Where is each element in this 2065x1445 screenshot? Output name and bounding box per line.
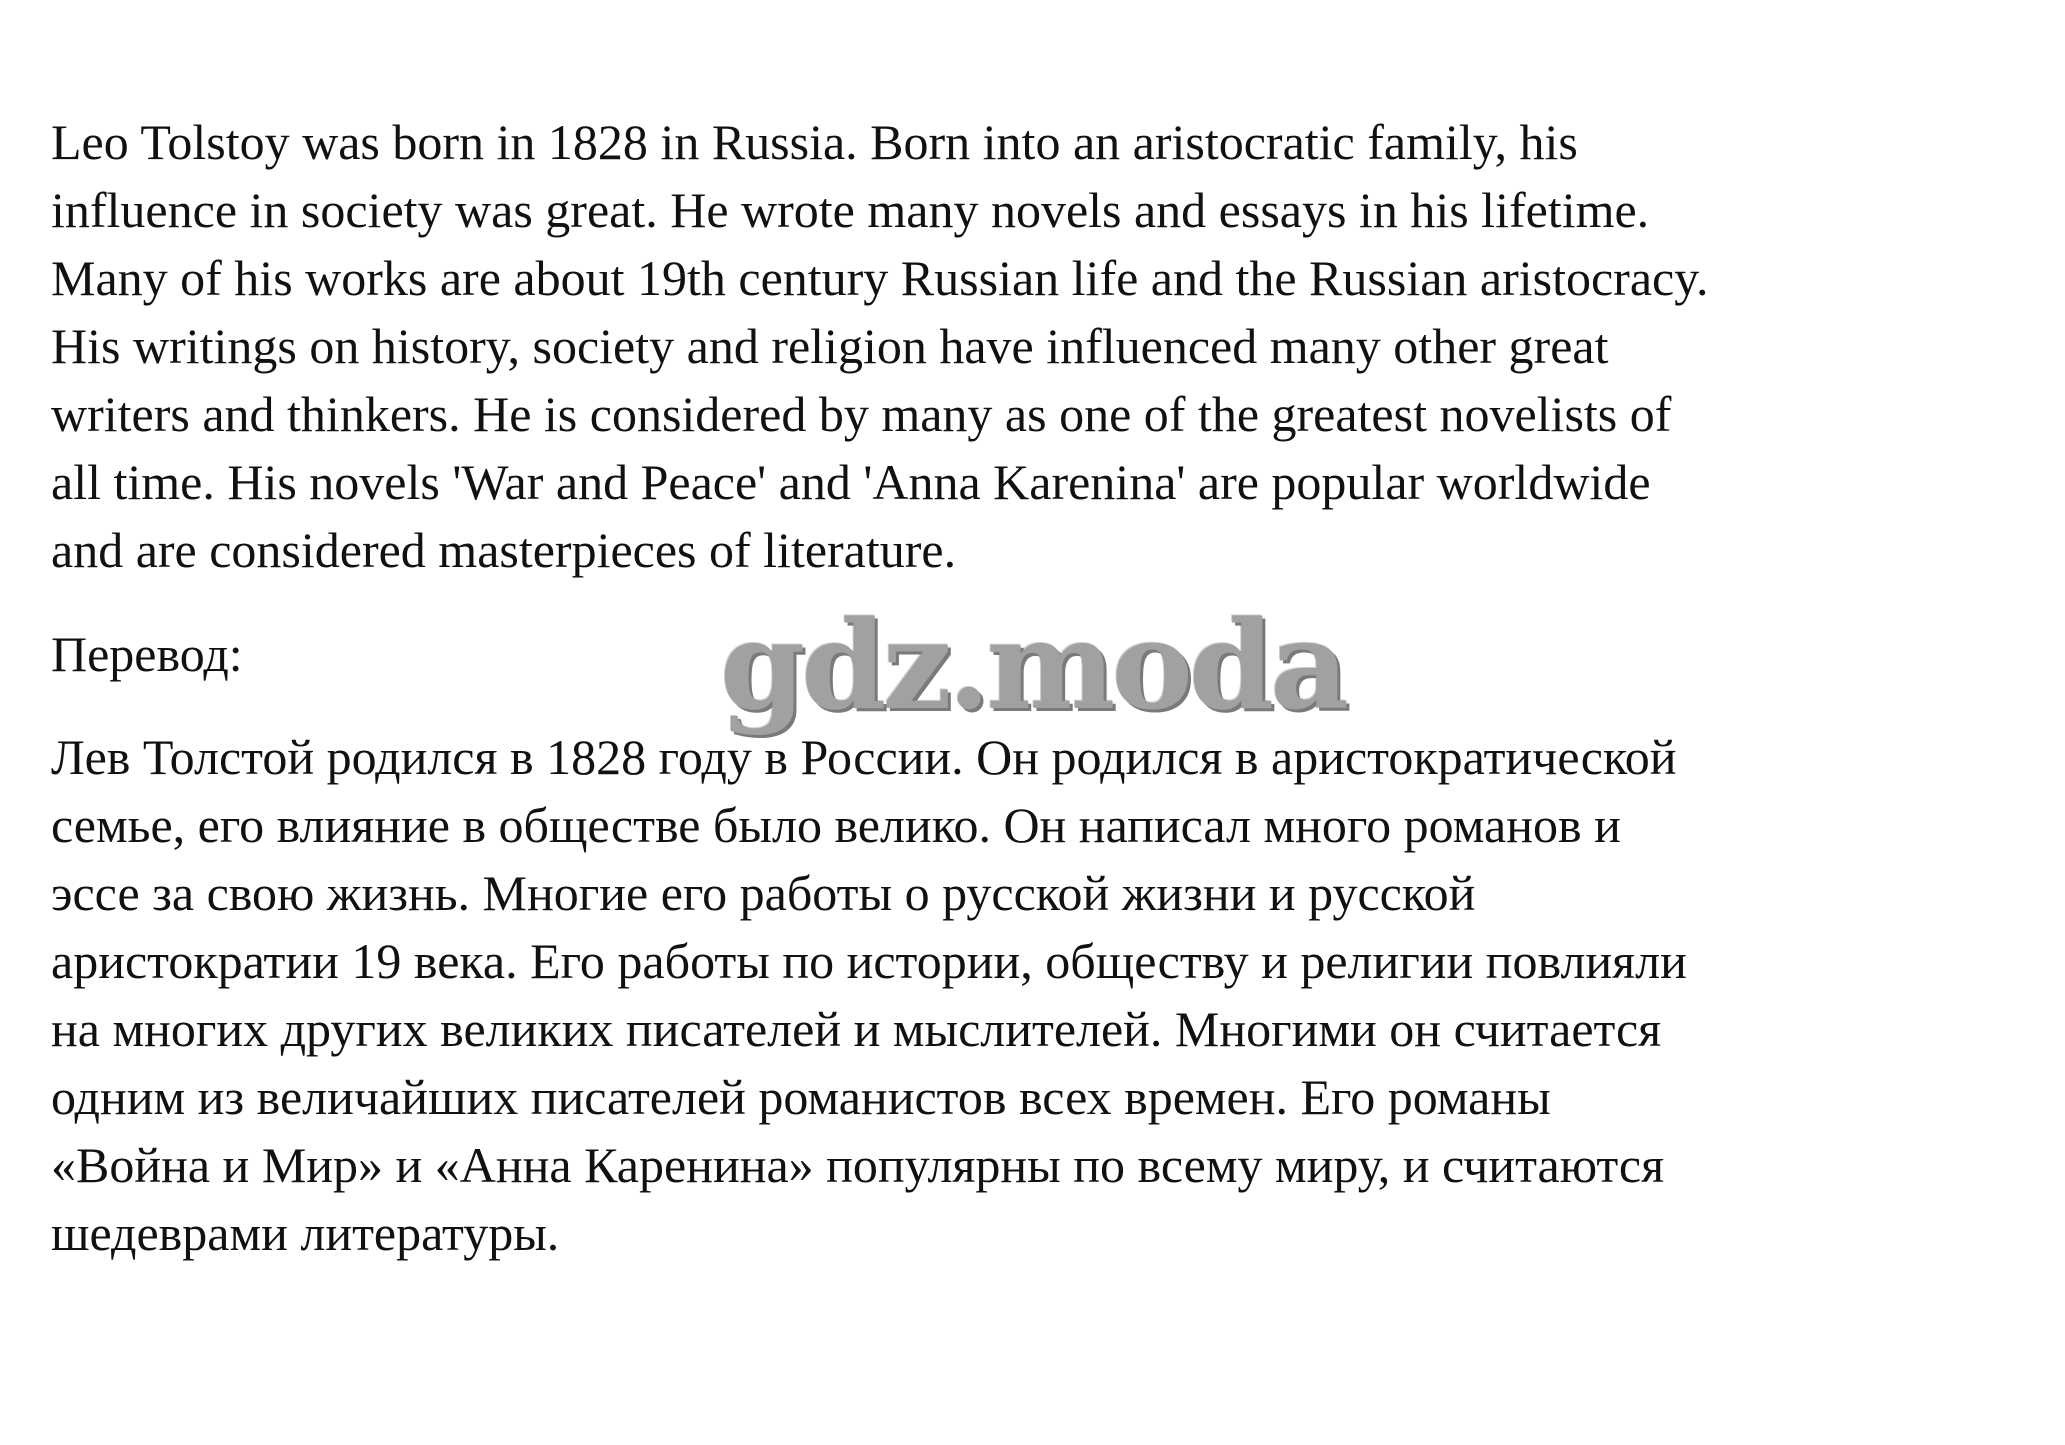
english-line: writers and thinkers. He is considered by many as one of the greatest novelists of [51, 386, 1672, 442]
russian-paragraph [51, 723, 1687, 1267]
translation-label: Перевод: [51, 626, 243, 682]
russian-line: аристократии 19 века. Его работы по истории, обществу и религии повлияли [51, 933, 1687, 989]
russian-line: шедеврами литературы. [51, 1205, 560, 1261]
russian-line: Лев Толстой родился в 1828 году в России. Он родился в аристократической [51, 729, 1677, 785]
russian-line: «Война и Мир» и «Анна Каренина» популярны по всему миру, и считаются [51, 1137, 1665, 1193]
english-line: all time. His novels 'War and Peace' and 'Anna Karenina' are popular worldwide [51, 454, 1651, 510]
russian-line: семье, его влияние в обществе было велико. Он написал много романов и [51, 797, 1621, 853]
english-line: and are considered masterpieces of literature. [51, 522, 957, 578]
english-line: influence in society was great. He wrote many novels and essays in his lifetime. [51, 182, 1650, 238]
watermark-logo: gdz.moda [720, 593, 1346, 737]
russian-line: на многих других великих писателей и мыслителей. Многими он считается [51, 1001, 1662, 1057]
english-line: His writings on history, society and religion have influenced many other great [51, 318, 1609, 374]
english-line: Many of his works are about 19th century Russian life and the Russian aristocracy. [51, 250, 1709, 306]
english-line: Leo Tolstoy was born in 1828 in Russia. Born into an aristocratic family, his [51, 114, 1578, 170]
english-paragraph [51, 108, 1708, 584]
russian-line: эссе за свою жизнь. Многие его работы о русской жизни и русской [51, 865, 1476, 921]
russian-line: одним из величайших писателей романистов всех времен. Его романы [51, 1069, 1551, 1125]
